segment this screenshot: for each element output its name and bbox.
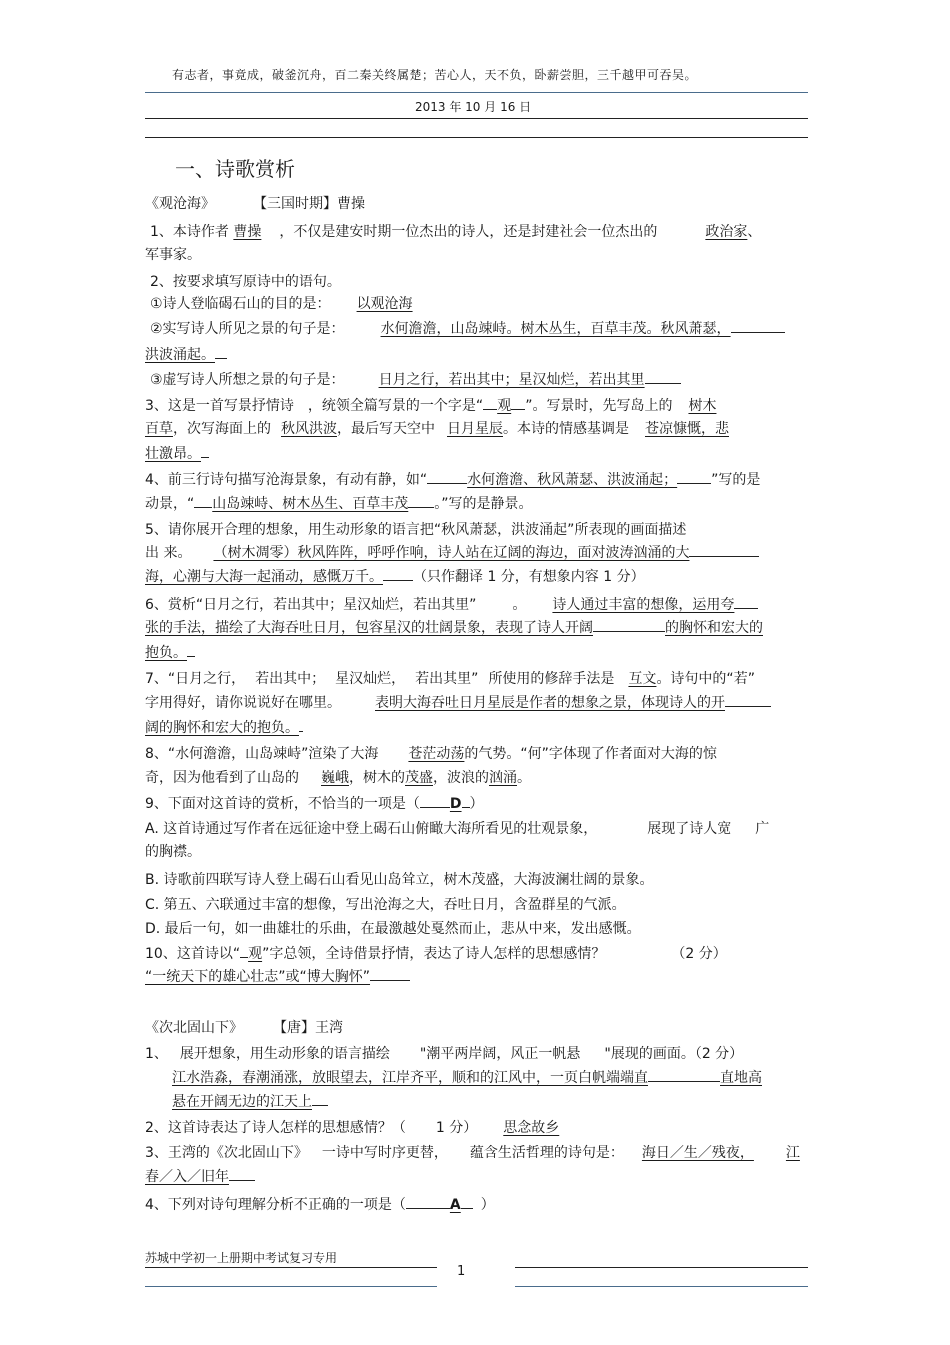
page-number: 1 bbox=[457, 1264, 466, 1279]
answer: 政治家 bbox=[705, 224, 748, 240]
p1-q6-line3 bbox=[145, 642, 195, 662]
answer: 日月之行，若出其中；星汉灿烂，若出其里 bbox=[378, 372, 645, 388]
p1-q8-line1: 8、“水何澹澹，山岛竦峙”渲染了大海 苍茫动荡的气势。“何”字体现了作者面对大海的惊 bbox=[145, 746, 717, 762]
answer: A bbox=[449, 1197, 461, 1213]
p1-q3-line2: 百草，次写海面上的 秋风洪波，最后写天空中 日月星辰。本诗的情感基调是 苍凉慷慨，悲 bbox=[145, 421, 729, 437]
answer: 诗人通过丰富的想像，运用夸 bbox=[552, 597, 735, 613]
poem2-heading bbox=[145, 1017, 343, 1037]
answer: 江水浩淼，春潮涌涨，放眼望去，江岸齐平，顺和的江风中，一页白帆端端直 bbox=[172, 1070, 648, 1086]
p1-q4-line2: 动景，“ 山岛竦峙、树木丛生、百草丰茂 。”写的是静景。 bbox=[145, 493, 533, 513]
answer: 曹操 bbox=[233, 224, 262, 240]
answer: 观 bbox=[497, 398, 512, 414]
p1-q1-line2: 军事家。 bbox=[145, 247, 201, 263]
poem2-title: 《次北固山下》 bbox=[145, 1020, 243, 1036]
answer: 悬在开阔无边的江天上 bbox=[172, 1094, 312, 1110]
p1-q2-s2-cont bbox=[145, 344, 227, 364]
answer: 秋风洪波 bbox=[281, 421, 337, 437]
p1-q6-line1: 6、赏析“日月之行，若出其中；星汉灿烂，若出其里” 。 诗人通过丰富的想像，运用夸 bbox=[145, 594, 758, 614]
header-rule-bottom bbox=[145, 137, 808, 138]
answer: 表明大海吞吐日月星辰是作者的想象之景，体现诗人的开 bbox=[375, 695, 725, 711]
answer: 抱负。 bbox=[145, 645, 187, 661]
p1-q9-option-b: B. 诗歌前四联写诗人登上碣石山看见山岛耸立，树木茂盛，大海波澜壮阔的景象。 bbox=[145, 872, 654, 888]
p1-q4-line1: 4、前三行诗句描写沧海景象，有动有静，如“ 水何澹澹、秋风萧瑟、洪波涌起； ”写的是 bbox=[145, 469, 760, 489]
answer: “一统天下的雄心壮志”或“博大胸怀” bbox=[145, 969, 371, 985]
answer: 水何澹澹，山岛竦峙。树木丛生，百草丰茂。秋风萧瑟， bbox=[380, 321, 731, 337]
answer: 观 bbox=[248, 946, 263, 962]
p1-q2-title: 2、按要求填写原诗中的语句。 bbox=[150, 274, 341, 290]
p1-q6-line2 bbox=[145, 617, 763, 637]
p2-q1-line3 bbox=[172, 1091, 328, 1111]
answer: 茂盛 bbox=[405, 770, 433, 786]
answer: 百草 bbox=[145, 421, 173, 437]
footer-rule-right bbox=[515, 1267, 808, 1268]
answer: 水何澹澹、秋风萧瑟、洪波涌起； bbox=[467, 472, 678, 488]
p1-q9-option-c: C. 第五、六联通过丰富的想像，写出沧海之大，吞吐日月，含盈群星的气派。 bbox=[145, 897, 626, 913]
p1-q10-line2 bbox=[145, 966, 410, 986]
answer: 阔的胸怀和宏大的抱负。 bbox=[145, 720, 299, 736]
p1-q7-line1: 7、“日月之行， 若出其中； 星汉灿烂， 若出其里” 所使用的修辞手法是 互文。诗句中的“若” bbox=[145, 671, 755, 687]
answer: 苍凉慷慨，悲 bbox=[645, 421, 729, 437]
p1-q7-line2: 字用得好，请你说说好在哪里。 表明大海吞吐日月星辰是作者的想象之景，体现诗人的开 bbox=[145, 692, 771, 712]
p1-q7-line3 bbox=[145, 717, 303, 737]
p2-q1-line1: 1、 展开想象，用生动形象的语言描绘 "潮平两岸阔，风正一帆悬 "展现的画面。（2 分） bbox=[145, 1046, 744, 1062]
p1-q5-line1: 5、请你展开合理的想象，用生动形象的语言把“秋风萧瑟，洪波涌起”所表现的画面描述 bbox=[145, 522, 687, 538]
p1-q5-line3: 海，心潮与大海一起涌动，感慨万千。 （只作翻译 1 分，有想象内容 1 分） bbox=[145, 566, 645, 586]
p1-q9-title: 9、下面对这首诗的赏析，不恰当的一项是（ D ） bbox=[145, 793, 484, 813]
p1-q5-line2: 出 来。 （树木凋零）秋风阵阵，呼呼作响，诗人站在辽阔的海边，面对波涛汹涌的大 bbox=[145, 542, 759, 562]
p2-q4: 4、下列对诗句理解分析不正确的一项是（ A ） bbox=[145, 1194, 495, 1214]
p2-q3-line1: 3、王湾的《次北固山下》 一诗中写时序更替， 蕴含生活哲理的诗句是： 海日／生／残夜， 江 bbox=[145, 1145, 800, 1161]
answer: 山岛竦峙、树木丛生、百草丰茂 bbox=[212, 496, 409, 512]
poem1-heading bbox=[145, 193, 365, 213]
answer: 互文 bbox=[628, 671, 657, 687]
answer: 苍茫动荡 bbox=[408, 746, 465, 762]
footer-rule-left bbox=[145, 1267, 437, 1268]
answer: 海日／生／残夜， bbox=[641, 1145, 754, 1161]
p1-q9-option-a-cont: 的胸襟。 bbox=[145, 844, 201, 860]
p1-q2-s2: ②实写诗人所见之景的句子是： 水何澹澹，山岛竦峙。树木丛生，百草丰茂。秋风萧瑟， bbox=[150, 318, 785, 338]
poem2-author: 【唐】王湾 bbox=[273, 1020, 343, 1036]
answer: 洪波涌起。 bbox=[145, 347, 215, 363]
p1-q2-s3: ③虚写诗人所想之景的句子是： 日月之行，若出其中；星汉灿烂，若出其里 bbox=[150, 369, 681, 389]
answer: 以观沧海 bbox=[356, 296, 413, 312]
answer: 江 bbox=[785, 1145, 800, 1161]
answer: 汹涌 bbox=[489, 770, 517, 786]
footer-rule-bottom-left bbox=[145, 1286, 437, 1287]
answer: 思念故乡 bbox=[503, 1120, 560, 1136]
p1-q2-s1: ①诗人登临碣石山的目的是： 以观沧海 bbox=[150, 296, 413, 312]
answer: 海，心潮与大海一起涌动，感慨万千。 bbox=[145, 569, 383, 585]
poem1-title: 《观沧海》 bbox=[145, 196, 215, 212]
p2-q3-line2 bbox=[145, 1166, 255, 1186]
section-title: 一、诗歌赏析 bbox=[175, 157, 295, 181]
header-rule-top bbox=[145, 92, 808, 93]
p1-q10-line1: 10、这首诗以“ 观”字总领，全诗借景抒情，表达了诗人怎样的思想感情？ （2 分） bbox=[145, 943, 727, 963]
header-motto: 有志者，事竟成，破釜沉舟，百二秦关终属楚；苦心人，天不负，卧薪尝胆，三千越甲可吞吴。 bbox=[172, 68, 698, 82]
poem1-author: 【三国时期】曹操 bbox=[253, 196, 365, 212]
answer: 直地高 bbox=[720, 1070, 762, 1086]
footer-school: 苏城中学初一上册期中考试复习专用 bbox=[145, 1251, 338, 1265]
p1-q1-line1: 1、本诗作者 曹操 ，不仅是建安时期一位杰出的诗人，还是封建社会一位杰出的 政治家、 bbox=[150, 224, 762, 240]
answer: 巍峨 bbox=[321, 770, 349, 786]
p1-q3-line3 bbox=[145, 443, 209, 463]
header-rule-mid bbox=[145, 118, 808, 119]
p2-q2: 2、这首诗表达了诗人怎样的思想感情？（ 1 分） 思念故乡 bbox=[145, 1120, 560, 1136]
p1-q9-option-a: A. 这首诗通过写作者在远征途中登上碣石山俯瞰大海所看见的壮观景象， 展现了诗人宽 广 bbox=[145, 821, 770, 837]
p1-q9-option-d: D. 最后一句，如一曲雄壮的乐曲，在最激越处戛然而止，悲从中来，发出感慨。 bbox=[145, 921, 641, 937]
p2-q1-line2 bbox=[172, 1067, 762, 1087]
header-date: 2013 年 10 月 16 日 bbox=[415, 100, 532, 114]
p1-q8-line2: 奇，因为他看到了山岛的 巍峨，树木的茂盛，波浪的汹涌。 bbox=[145, 770, 531, 786]
answer: 春／入／旧年 bbox=[145, 1169, 229, 1185]
p1-q3-line1: 3、这是一首写景抒情诗 ，统领全篇写景的一个字是“ 观 ”。写景时，先写岛上的 树木 bbox=[145, 395, 716, 415]
answer: 树木 bbox=[688, 398, 717, 414]
answer: 日月星辰 bbox=[447, 421, 503, 437]
answer: 壮激昂。 bbox=[145, 446, 201, 462]
answer: （树木凋零）秋风阵阵，呼呼作响，诗人站在辽阔的海边，面对波涛汹涌的大 bbox=[213, 545, 690, 561]
footer-rule-bottom-right bbox=[515, 1286, 808, 1287]
answer: 张的手法，描绘了大海吞吐日月，包容星汉的壮阔景象，表现了诗人开阔 bbox=[145, 620, 593, 636]
answer: 的胸怀和宏大的 bbox=[665, 620, 763, 636]
answer: D bbox=[449, 796, 462, 812]
